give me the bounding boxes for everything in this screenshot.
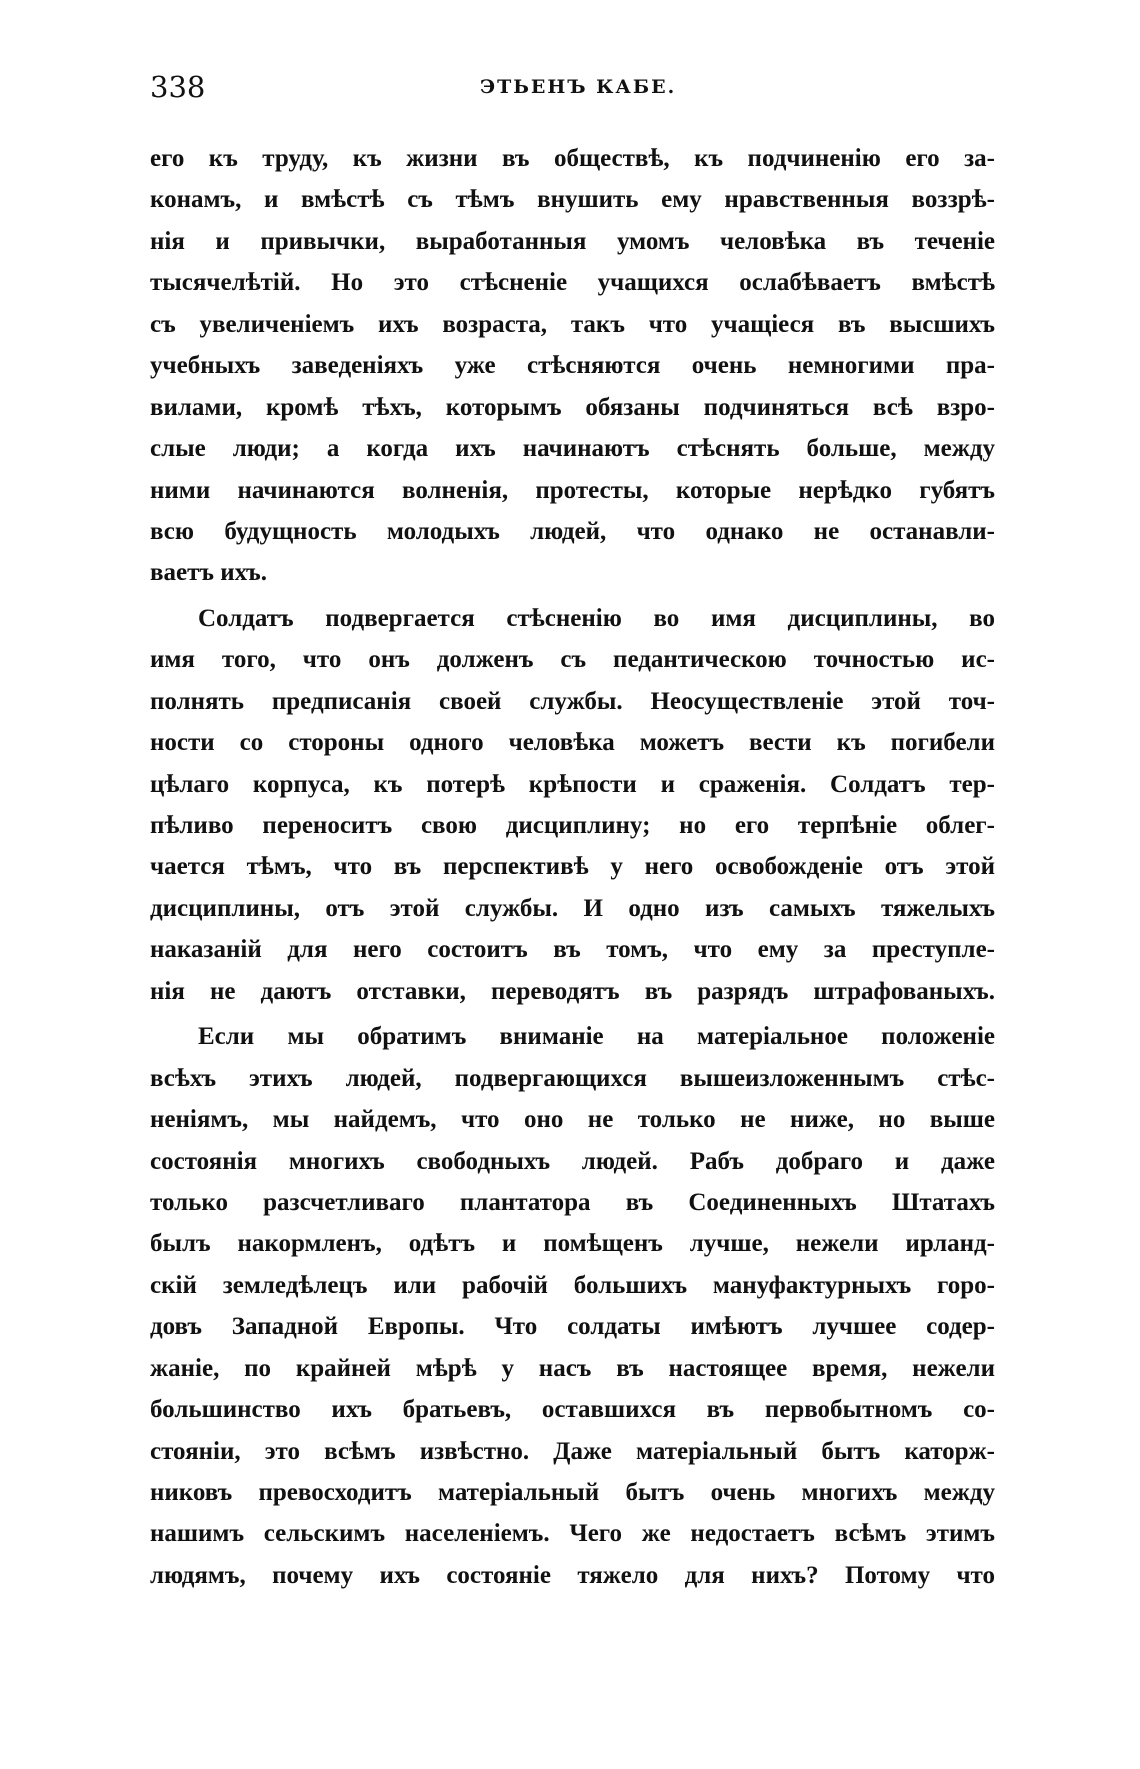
text-line: Солдатъ подвергается стѣсненію во имя дисциплины, во — [198, 604, 995, 632]
text-line: ними начинаются волненія, протесты, которые нерѣдко губятъ — [150, 476, 995, 504]
text-line: чается тѣмъ, что въ перспективѣ у него освобожденіе отъ этой — [150, 853, 995, 881]
text-line: тысячелѣтій. Но это стѣсненіе учащихся ослабѣваетъ вмѣстѣ — [150, 269, 995, 297]
text-line: всю будущность молодыхъ людей, что однако не останавли- — [150, 517, 995, 545]
text-line: пѣливо переноситъ свою дисциплину; но его терпѣніе облег- — [150, 812, 995, 839]
text-line: жаніе, по крайней мѣрѣ у насъ въ настоящее время, нежели — [150, 1354, 995, 1382]
text-line: ваетъ ихъ. — [150, 559, 267, 587]
text-line: полнять предписанія своей службы. Неосуществленіе этой точ- — [150, 687, 995, 715]
running-head: ЭТЬЕНЪ КАБЕ. — [480, 76, 677, 98]
text-line: неніямъ, мы найдемъ, что оно не только не ниже, но выше — [150, 1106, 995, 1134]
text-line: нія не даютъ отставки, переводятъ въ разрядъ штрафованыхъ. — [150, 977, 995, 1005]
text-line: вилами, кромѣ тѣхъ, которымъ обязаны подчиняться всѣ взро- — [150, 393, 995, 421]
text-line: учебныхъ заведеніяхъ уже стѣсняются очень немногими пра- — [150, 352, 995, 380]
text-line: его къ труду, къ жизни въ обществѣ, къ подчиненію его за- — [150, 145, 995, 172]
text-line: съ увеличеніемъ ихъ возраста, такъ что учащіеся въ высшихъ — [150, 310, 995, 338]
text-line: нія и привычки, выработанныя умомъ человѣка въ теченіе — [150, 227, 995, 255]
text-line: имя того, что онъ долженъ съ педантическою точностью ис- — [150, 646, 995, 674]
text-line: довъ Западной Европы. Что солдаты имѣютъ лучшее содер- — [150, 1313, 995, 1341]
paragraph — [150, 598, 995, 1012]
text-line: состоянія многихъ свободныхъ людей. Рабъ добраго и даже — [150, 1147, 995, 1175]
text-line: цѣлаго корпуса, къ потерѣ крѣпости и сраженія. Солдатъ тер- — [150, 770, 995, 798]
paragraph — [150, 138, 995, 594]
text-line: людямъ, почему ихъ состояніе тяжело для нихъ? Потому что — [150, 1561, 995, 1589]
page-number: 338 — [150, 70, 206, 104]
text-line: скій земледѣлецъ или рабочій большихъ мануфактурныхъ горо- — [150, 1271, 995, 1299]
text-line: ности со стороны одного человѣка можетъ вести къ погибели — [150, 729, 995, 757]
page-header — [150, 70, 1000, 110]
text-line: только разсчетливаго плантатора въ Соединенныхъ Штатахъ — [150, 1188, 995, 1216]
text-line: конамъ, и вмѣстѣ съ тѣмъ внушить ему нравственныя воззрѣ- — [150, 186, 995, 214]
text-line: стояніи, это всѣмъ извѣстно. Даже матеріальный бытъ каторж- — [150, 1437, 995, 1465]
text-line: никовъ превосходитъ матеріальный бытъ очень многихъ между — [150, 1479, 995, 1506]
text-line: Если мы обратимъ вниманіе на матеріальное положеніе — [198, 1023, 995, 1051]
text-line: большинство ихъ братьевъ, оставшихся въ первобытномъ со- — [150, 1396, 995, 1424]
text-line: былъ накормленъ, одѣтъ и помѣщенъ лучше, нежели ирланд- — [150, 1230, 995, 1258]
text-line: дисциплины, отъ этой службы. И одно изъ самыхъ тяжелыхъ — [150, 894, 995, 922]
text-line: слые люди; а когда ихъ начинаютъ стѣснять больше, между — [150, 435, 995, 463]
text-line: всѣхъ этихъ людей, подвергающихся вышеизложеннымъ стѣс- — [150, 1064, 995, 1092]
text-line: наказаній для него состоитъ въ томъ, что ему за преступле- — [150, 936, 995, 964]
paragraph — [150, 1016, 995, 1596]
body-text — [150, 138, 995, 1596]
text-line: нашимъ сельскимъ населеніемъ. Чего же недостаетъ всѣмъ этимъ — [150, 1520, 995, 1548]
